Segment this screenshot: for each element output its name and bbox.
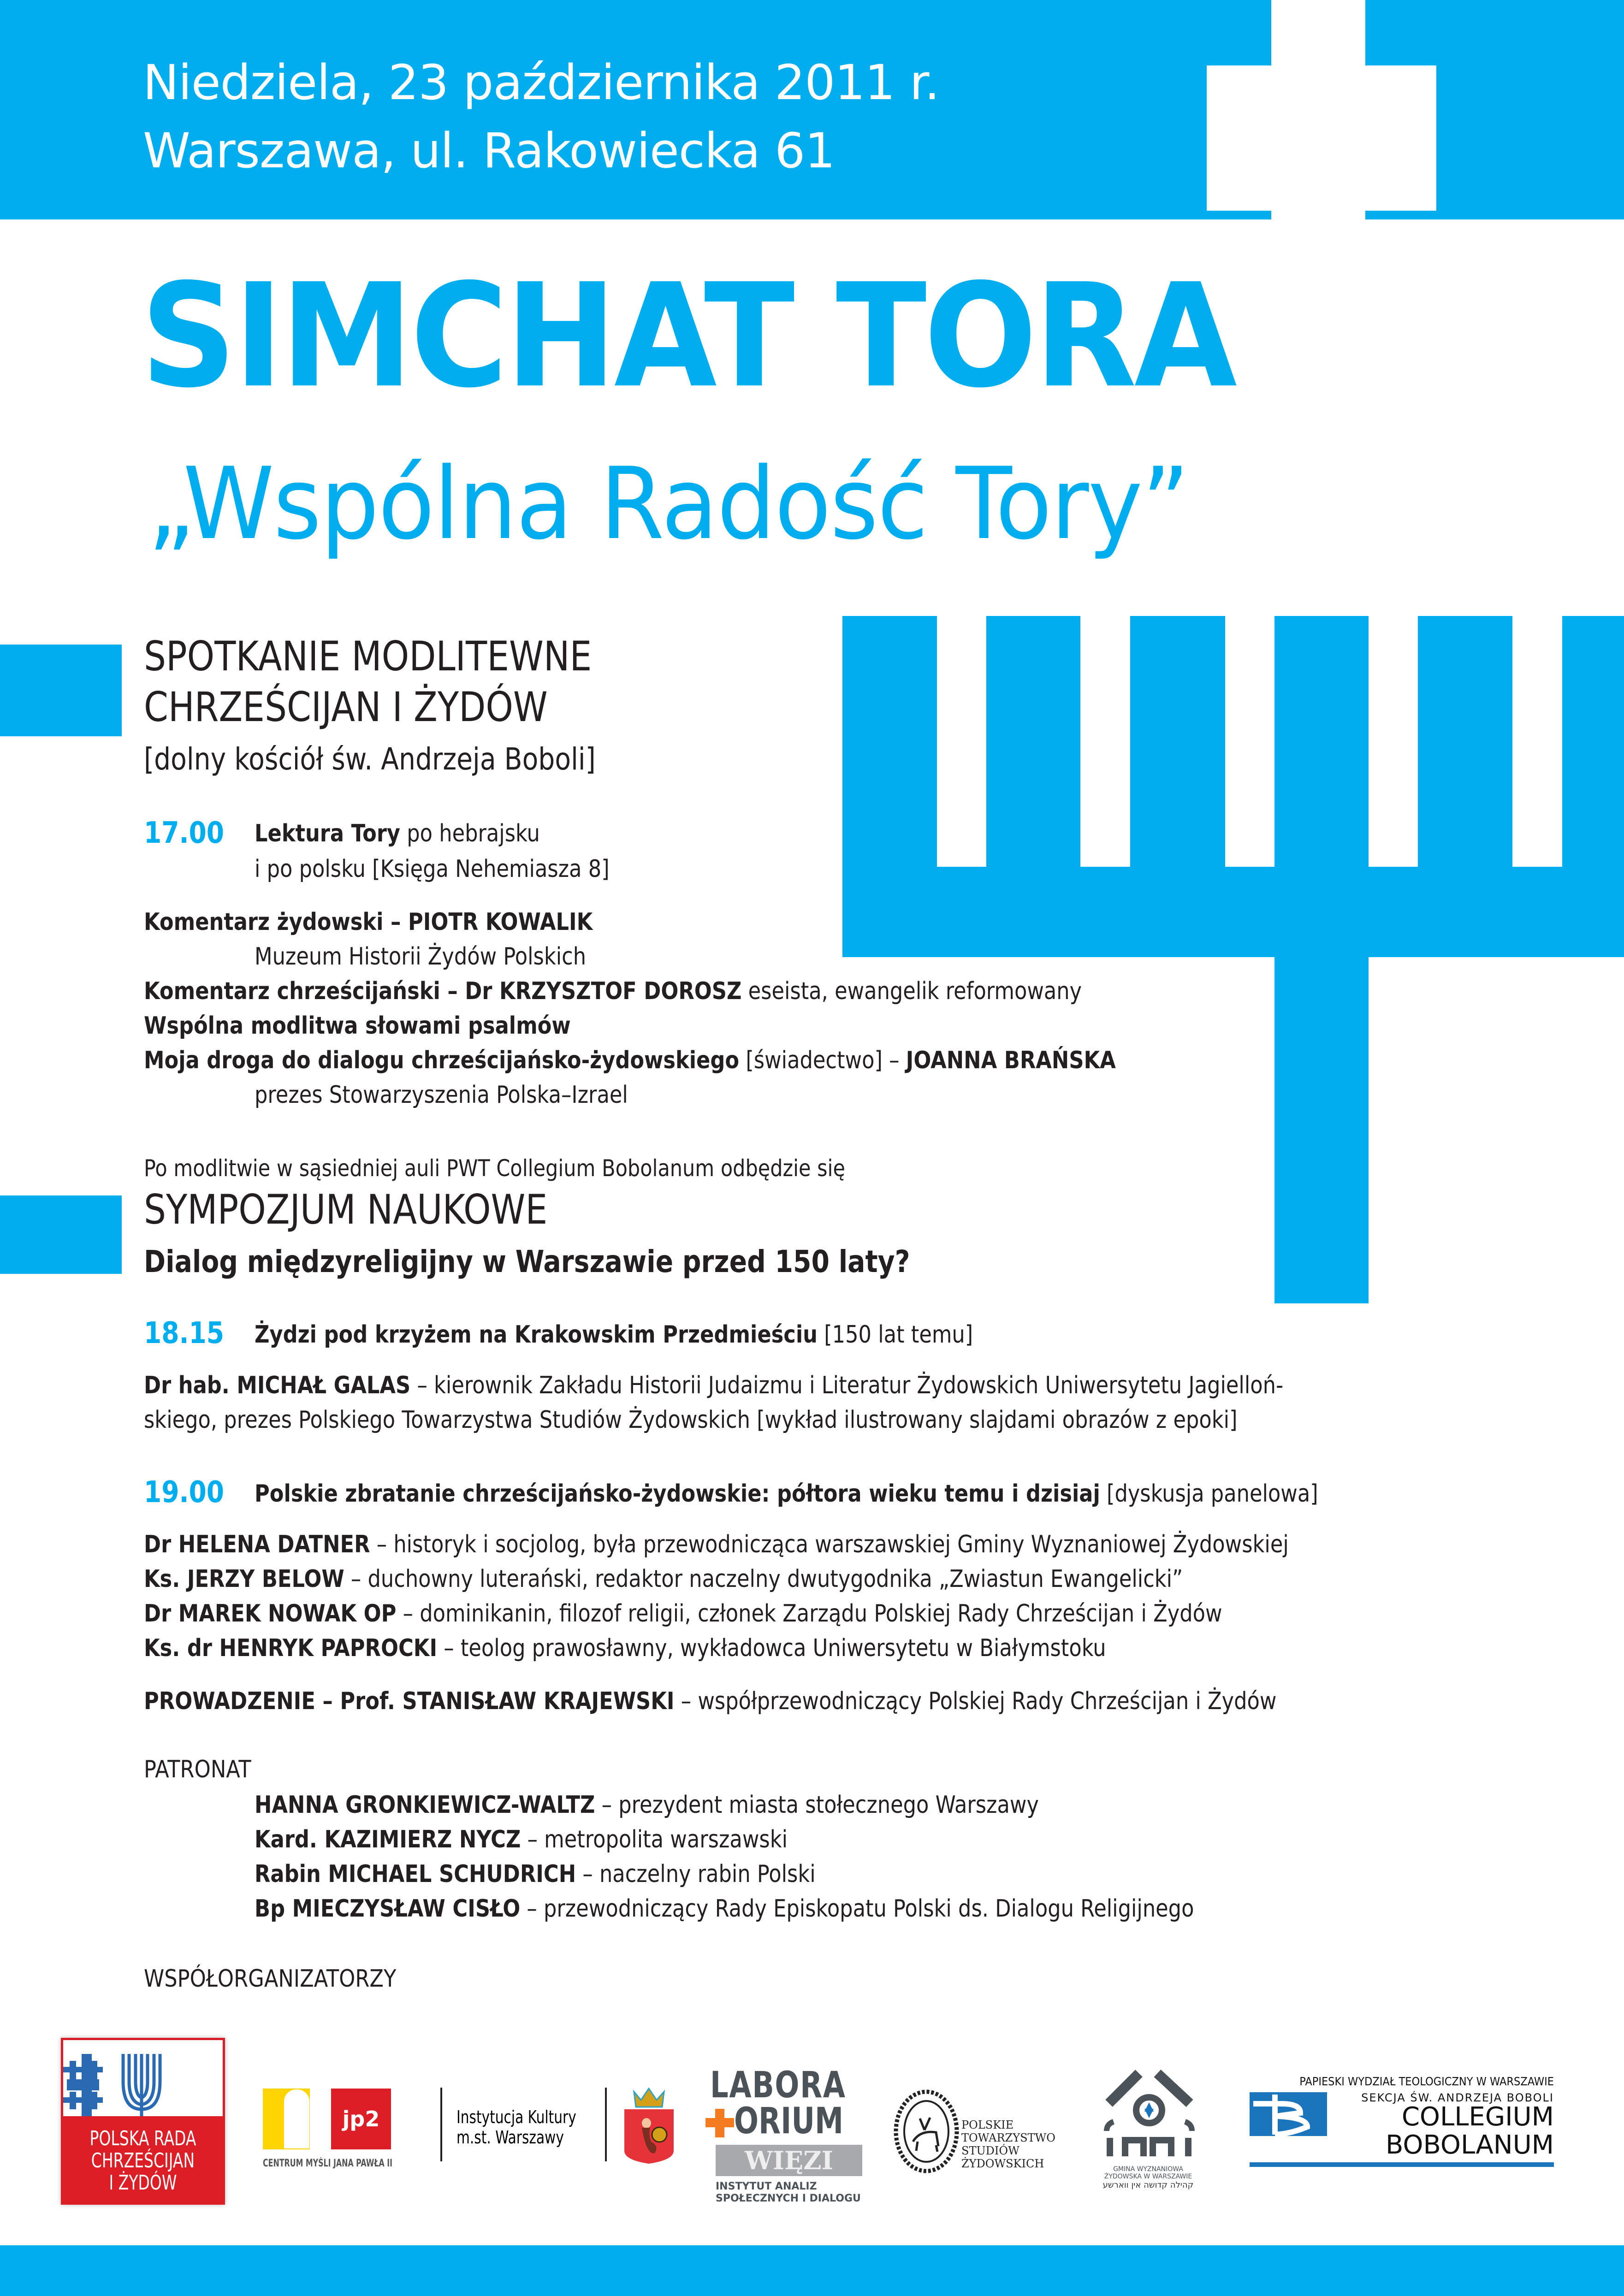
time-label: 18.15 (144, 1316, 225, 1350)
speaker-name: JOANNA BRAŃSKA (906, 1047, 1116, 1074)
logo-text: m.st. Warszawy (456, 2127, 564, 2148)
patron (255, 1791, 1039, 1819)
event-address: Warszawa, ul. Rakowiecka 61 (143, 123, 835, 179)
item-title: Moja droga do dialogu chrześcijańsko-żydowskiego (144, 1047, 740, 1074)
collegium-underline (1250, 2162, 1554, 2167)
program-item (255, 1321, 973, 1349)
polska-rada-text: POLSKA RADA CHRZEŚCIJAN I ŻYDÓW (89, 2127, 196, 2195)
item-detail: eseista, ewangelik reformowany (741, 977, 1082, 1005)
speaker-role: – duchowny luterański, redaktor naczelny dwutygodnika „Zwiastun Ewangelicki” (344, 1565, 1183, 1593)
coorganizers-heading: WSPÓŁORGANIZATORZY (144, 1965, 397, 1993)
speaker-name: Dr HELENA DATNER (144, 1531, 370, 1558)
logo-text: PAPIESKI WYDZIAŁ TEOLOGICZNY W WARSZAWIE (1299, 2075, 1554, 2088)
gmina-logo (1097, 2066, 1199, 2205)
divider (605, 2088, 607, 2161)
item-detail: [150 lat temu] (817, 1321, 973, 1349)
patron-role: – naczelny rabin Polski (576, 1860, 816, 1888)
program-item: Komentarz żydowski – PIOTR KOWALIK (144, 908, 593, 936)
patron (255, 1860, 816, 1888)
section-heading: SPOTKANIE MODLITEWNE (144, 633, 592, 680)
moderator (144, 1687, 1276, 1715)
warsaw-coat-of-arms-logo (622, 2086, 676, 2165)
plus-icon-v (715, 2109, 724, 2137)
cross-b-icon (1250, 2092, 1327, 2136)
item-title: Polskie zbratanie chrześcijańsko-żydowskie: półtora wieku temu i dzisiaj (255, 1480, 1100, 1508)
speaker-name: Dr hab. MICHAŁ GALAS (144, 1372, 411, 1399)
symposium-subheading: Dialog międzyreligijny w Warszawie przed 150 laty? (144, 1244, 910, 1279)
patron-role: – metropolita warszawski (521, 1826, 788, 1853)
speaker-role: – historyk i socjolog, była przewodnicząca warszawskiej Gminy Wyznaniowej Żydowskiej (370, 1531, 1289, 1558)
program-item (255, 1480, 1318, 1508)
logo-text: ORIUM (734, 2101, 844, 2142)
polska-rada-logo (61, 2038, 225, 2205)
panelist (144, 1531, 1289, 1558)
item-title: Żydzi pod krzyżem na Krakowskim Przedmieściu (255, 1321, 818, 1349)
speaker-role: – dominikanin, filozof religii, członek Zarządu Polskiej Rady Chrześcijan i Żydów (396, 1600, 1222, 1627)
logo-text: ŻYDOWSKICH (961, 2157, 1044, 2170)
logo-text: POLSKIE (961, 2118, 1014, 2131)
speaker-name: Ks. JERZY BELOW (144, 1565, 344, 1593)
speaker-role: – teolog prawosławny, wykładowca Uniwersytetu w Białymstoku (437, 1634, 1106, 1662)
patron-name: Rabin MICHAEL SCHUDRICH (255, 1860, 576, 1888)
speaker-role: – współprzewodniczący Polskiej Rady Chrześcijan i Żydów (674, 1687, 1277, 1715)
logo-text: SPOŁECZNYCH I DIALOGU (716, 2193, 861, 2204)
wiezi-band: WIĘZI (716, 2145, 862, 2176)
item-detail: prezes Stowarzyszenia Polska–Izrael (255, 1081, 628, 1109)
event-date: Niedziela, 23 października 2011 r. (143, 54, 940, 111)
speaker-line (144, 1372, 1283, 1399)
location: [dolny kościół św. Andrzeja Boboli] (144, 741, 596, 777)
section-marker (0, 645, 122, 736)
speaker-role: skiego, prezes Polskiego Towarzystwa Studiów Żydowskich [wykład ilustrowany slajdami obrazów z epoki] (144, 1406, 1238, 1434)
patron-role: – prezydent miasta stołecznego Warszawy (595, 1791, 1039, 1819)
logo-text: SEKCJA ŚW. ANDRZEJA BOBOLI (1361, 2091, 1554, 2104)
program-item (255, 820, 540, 847)
item-detail: po hebrajsku (400, 820, 540, 847)
item-title: Komentarz chrześcijański – Dr KRZYSZTOF DOROSZ (144, 977, 742, 1005)
centrum-jp2-logo (263, 2089, 422, 2204)
item-detail: i po polsku [Księga Nehemiasza 8] (255, 855, 610, 883)
divider (440, 2088, 442, 2161)
item-detail: Muzeum Historii Żydów Polskich (255, 943, 587, 970)
jp2-badge: jp2 (331, 2089, 391, 2149)
time-label: 17.00 (144, 816, 225, 850)
synagogue-house-icon (1102, 2066, 1203, 2159)
cross-icon-vertical (1271, 0, 1365, 219)
logo-text: ŻYDOWSKA W WARSZAWIE (1104, 2173, 1192, 2180)
logo-text: TOWARZYSTWO (961, 2131, 1055, 2144)
section-heading: CHRZEŚCIJAN I ŻYDÓW (144, 683, 548, 731)
logo-text: BOBOLANUM (1385, 2130, 1554, 2160)
panelist (144, 1600, 1222, 1627)
instytucja-kultury-logo (456, 2107, 604, 2153)
panelist (144, 1565, 1183, 1593)
section-heading: SYMPOZJUM NAUKOWE (144, 1186, 548, 1233)
time-label: 19.00 (144, 1475, 225, 1509)
symposium-intro: Po modlitwie w sąsiedniej auli PWT Collegium Bobolanum odbędzie się (144, 1155, 845, 1182)
item-title: Lektura Tory (255, 820, 401, 847)
section-marker (0, 1195, 122, 1274)
laboratorium-wiezi-logo (705, 2067, 862, 2206)
program-item (144, 1047, 1116, 1074)
patron-name: Bp MIECZYSŁAW CISŁO (255, 1895, 521, 1923)
logo-text: קהילה קדושה אין ווארשע (1102, 2180, 1194, 2190)
item-detail: [świadectwo] – (739, 1047, 906, 1074)
patron-role: – przewodniczący Rady Episkopatu Polski ds. Dialogu Religijnego (520, 1895, 1194, 1923)
patron (255, 1826, 788, 1853)
logo-text: INSTYTUT ANALIZ (716, 2181, 817, 2192)
program-item (144, 977, 1082, 1005)
patron-name: Kard. KAZIMIERZ NYCZ (255, 1826, 521, 1853)
program-item: Wspólna modlitwa słowami psalmów (144, 1012, 571, 1040)
deer-seal-icon (892, 2086, 960, 2174)
speaker-role: – kierownik Zakładu Historii Judaizmu i Literatur Żydowskich Uniwersytetu Jagielloń- (410, 1372, 1284, 1399)
logo-text: LABORA (710, 2065, 846, 2106)
patron (255, 1895, 1194, 1923)
jerusalem-cross-icon (63, 2040, 223, 2116)
speaker-name: Ks. dr HENRYK PAPROCKI (144, 1634, 438, 1662)
logo-text: Instytucja Kultury (456, 2107, 576, 2127)
logo-text: COLLEGIUM (1401, 2102, 1554, 2132)
panelist (144, 1634, 1106, 1662)
logo-text: GMINA WYZNANIOWA (1113, 2166, 1183, 2173)
speaker-name: PROWADZENIE – Prof. STANISŁAW KRAJEWSKI (144, 1687, 675, 1715)
footer-band (0, 2245, 1624, 2296)
patronage-heading: PATRONAT (144, 1756, 251, 1783)
logo-text: STUDIÓW (961, 2144, 1019, 2157)
main-subtitle: „Wspólna Radość Tory” (148, 446, 1189, 562)
centrum-jp2-text: CENTRUM MYŚLI JANA PAWŁA II (263, 2158, 393, 2169)
main-title: SIMCHAT TORA (141, 253, 1235, 420)
patron-name: HANNA GRONKIEWICZ-WALTZ (255, 1791, 595, 1819)
ptsz-logo (892, 2086, 1055, 2178)
item-detail: [dyskusja panelowa] (1100, 1480, 1318, 1508)
collegium-logo (1250, 2075, 1556, 2162)
speaker-name: Dr MAREK NOWAK OP (144, 1600, 397, 1627)
